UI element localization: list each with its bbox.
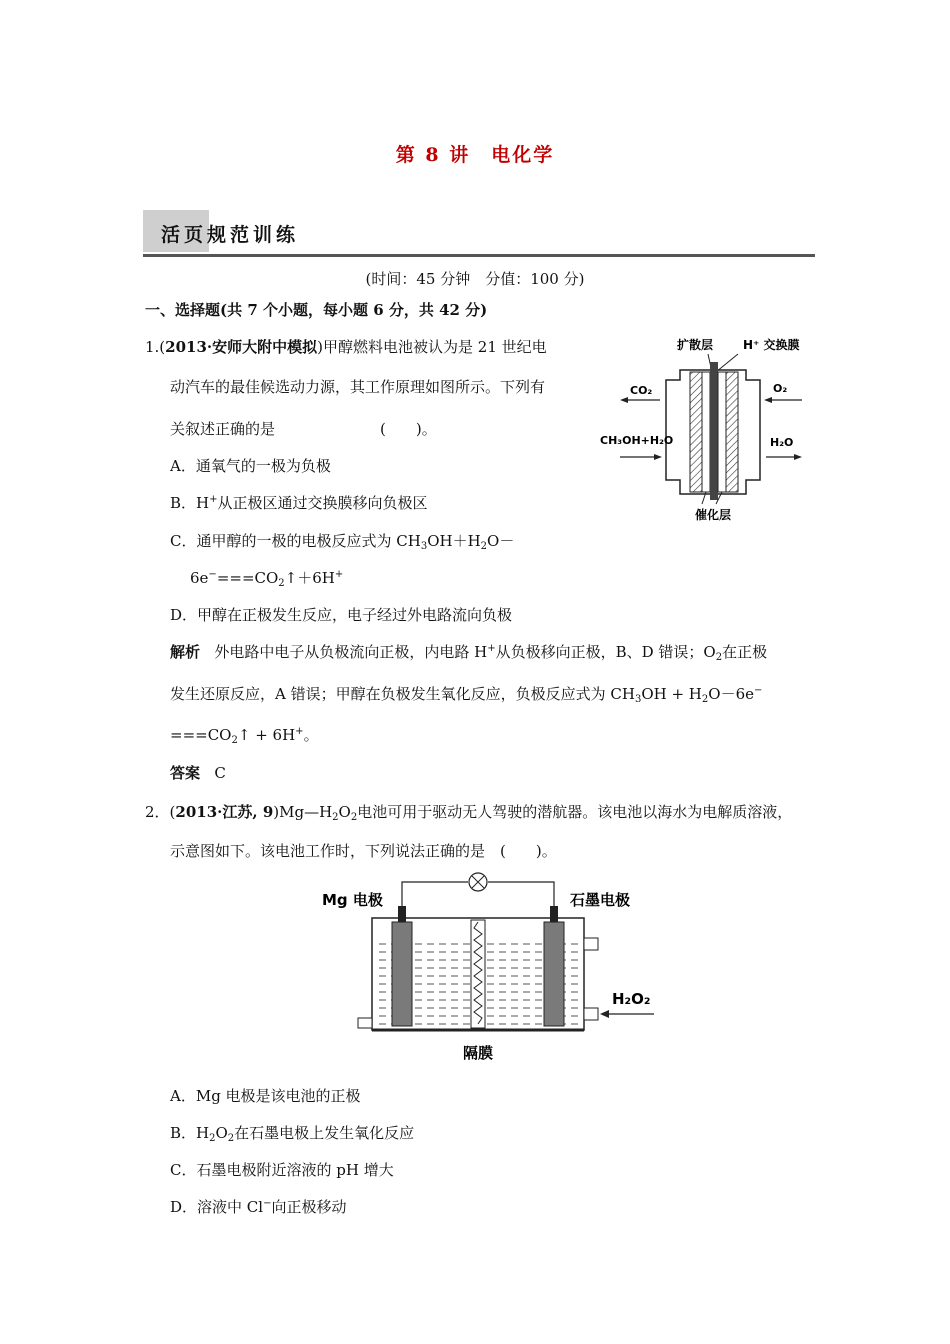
time-score-info: (时间：45 分钟 分值：100 分) — [365, 270, 585, 288]
fig1-catalyst-right — [718, 372, 726, 492]
fig1-membrane — [710, 362, 718, 500]
section-heading: 一、选择题(共 7 个小题，每小题 6 分，共 42 分) — [145, 301, 488, 319]
fuel-cell-diagram — [598, 332, 808, 527]
q1-c-text: C．通甲醇的一极的电极反应式为 CH — [170, 532, 421, 550]
q2-option-c: C．石墨电极附近溶液的 pH 增大 — [170, 1161, 394, 1179]
q1-c2-sub: 2 — [278, 578, 285, 589]
fig2-label-mg: Mg 电极 — [322, 891, 383, 909]
q2-d-sup: − — [263, 1198, 272, 1209]
fig1-label-diffusion: 扩散层 — [676, 338, 714, 352]
q1-option-c — [170, 530, 514, 552]
analysis2-text2: OH + H — [641, 685, 702, 703]
q2-text3: 电池可用于驱动无人驾驶的潜航器。该电池以海水为电解质溶液， — [357, 803, 793, 821]
fig2-label-graphite: 石墨电极 — [570, 891, 631, 909]
q1-stem-text: )甲醇燃料电池被认为是 21 世纪电 — [317, 338, 547, 356]
q1-b-text: B．H — [170, 494, 210, 512]
fig1-label-co2: CO₂ — [630, 384, 653, 397]
q2-b-text3: 在石墨电极上发生氧化反应 — [234, 1124, 415, 1142]
analysis2-text: 发生还原反应，A 错误；甲醇在负极发生氧化反应，负极反应式为 CH — [170, 685, 635, 703]
q1-b-text2: 从正极区通过交换膜移向负极区 — [217, 494, 428, 512]
q2-option-a: A．Mg 电极是该电池的正极 — [170, 1087, 361, 1105]
mg-h2o2-cell-diagram — [318, 868, 658, 1068]
fig2-inlet-bottom — [584, 1008, 598, 1020]
q2-number: 2．( — [145, 803, 176, 821]
q2-b-text2: O — [215, 1124, 228, 1142]
analysis2-sub1: 3 — [634, 694, 642, 705]
q1-number: 1.( — [145, 338, 166, 356]
analysis-text: 外电路中电子从负极流向正极，内电路 H — [214, 643, 488, 661]
fig2-diaphragm — [471, 920, 485, 1028]
analysis3-sup: + — [295, 726, 304, 737]
analysis3-text3: 。 — [303, 726, 319, 744]
analysis2-sup: − — [753, 685, 763, 696]
fig1-label-methanol: CH₃OH+H₂O — [600, 434, 674, 447]
q1-c2-sup1: − — [208, 569, 217, 580]
analysis-text3: 在正极 — [722, 643, 768, 661]
q1-c2-text: 6e — [190, 569, 209, 587]
q1-option-c-line2 — [190, 567, 343, 589]
q1-analysis-line1 — [170, 641, 767, 663]
fig1-label-membrane: H⁺ 交换膜 — [743, 338, 800, 352]
analysis-label: 解析 — [170, 643, 201, 661]
analysis-text2: 从负极移向正极，B、D 错误；O — [495, 643, 716, 661]
q1-c-sub2: 2 — [480, 541, 488, 552]
q2-stem-line1 — [145, 801, 792, 823]
analysis3-sub: 2 — [231, 735, 238, 746]
q1-c-text2: OH＋H — [427, 532, 481, 550]
fig1-layer-left — [690, 372, 702, 492]
section-banner — [143, 210, 815, 257]
q2-text2: O — [338, 803, 351, 821]
analysis2-text3: O－6e — [708, 685, 754, 703]
q2-sub1: 2 — [332, 812, 339, 823]
q2-option-b — [170, 1122, 414, 1144]
analysis-sub: 2 — [715, 652, 723, 663]
q2-b-text: B．H — [170, 1124, 210, 1142]
q2-stem-line2: 示意图如下。该电池工作时，下列说法正确的是 ( )。 — [170, 842, 557, 860]
q1-stem-line1 — [145, 336, 547, 357]
q1-stem-line2: 动汽车的最佳候选动力源，其工作原理如图所示。下列有 — [170, 378, 546, 396]
q1-option-d: D．甲醇在正极发生反应，电子经过外电路流向负极 — [170, 606, 513, 624]
fig1-label-o2: O₂ — [773, 382, 788, 395]
q2-option-d — [170, 1196, 346, 1217]
fig2-outlet-top — [584, 938, 598, 950]
fig2-label-h2o2: H₂O₂ — [612, 990, 651, 1008]
q1-c2-text3: ↑＋6H — [284, 569, 335, 587]
analysis2-sub2: 2 — [701, 694, 709, 705]
analysis3-text2: ↑ + 6H — [237, 726, 296, 744]
q1-analysis-line3 — [170, 724, 319, 746]
q1-answer — [170, 762, 226, 783]
q2-b-sub1: 2 — [209, 1133, 216, 1144]
q2-b-sub2: 2 — [227, 1133, 235, 1144]
q1-source: 2013·安师大附中模拟 — [165, 338, 318, 356]
q1-option-b — [170, 492, 428, 513]
fig2-graphite-electrode — [544, 922, 564, 1026]
q1-c-text3: O－ — [487, 532, 515, 550]
analysis3-text: ===CO — [170, 726, 232, 744]
banner-title: 活页规范训练 — [161, 224, 300, 246]
fig1-layer-right — [726, 372, 738, 492]
q2-sub2: 2 — [350, 812, 358, 823]
q1-stem-line3: 关叙述正确的是 ( )。 — [170, 420, 437, 438]
fig1-label-water: H₂O — [770, 436, 794, 449]
q2-source: 2013·江苏, 9 — [175, 803, 274, 821]
fig1-label-catalyst: 催化层 — [694, 508, 732, 522]
q1-b-sup: + — [209, 494, 218, 505]
q1-option-a: A．通氧气的一极为负极 — [170, 457, 331, 475]
q1-c2-text2: ===CO — [216, 569, 279, 587]
q2-text1: )Mg—H — [273, 803, 333, 821]
fig2-mg-electrode — [392, 922, 412, 1026]
q1-analysis-line2 — [170, 683, 762, 705]
page-title: 第 8 讲 电化学 — [395, 144, 555, 166]
fig2-outlet-left — [358, 1018, 372, 1028]
q2-d-text: D．溶液中 Cl — [170, 1198, 264, 1216]
q2-d-text2: 向正极移动 — [271, 1198, 347, 1216]
q1-c2-sup2: + — [334, 569, 344, 580]
answer-label: 答案 — [170, 764, 201, 782]
q1-c-sub1: 3 — [420, 541, 428, 552]
fig1-catalyst-left — [702, 372, 710, 492]
analysis-sup: + — [487, 643, 496, 654]
fig2-label-diaphragm: 隔膜 — [462, 1044, 494, 1062]
answer-value: C — [214, 764, 226, 782]
